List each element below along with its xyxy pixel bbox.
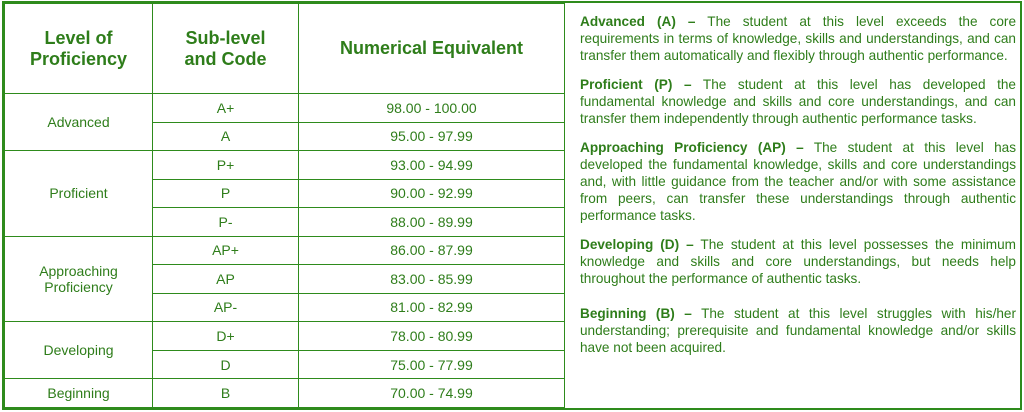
level-name-line: Advanced: [47, 114, 110, 131]
header-line: Numerical Equivalent: [339, 38, 524, 58]
description-text: The student at this level has developed the fundamental knowledge, skills and core understandings and, with little guidance from the teacher and/or with some assistance from peers, can transfer these understandings through authentic performance tasks.: [580, 140, 1016, 223]
table-header-row: [5, 4, 565, 94]
sub-level-code: P-: [153, 208, 299, 237]
numerical-range: 75.00 - 77.99: [299, 350, 565, 379]
description-term: Beginning (B) –: [580, 306, 692, 321]
sub-level-code: A: [153, 122, 299, 151]
level-name-line: Proficient: [49, 185, 108, 202]
header-sub-level-and-code: [153, 4, 299, 94]
table-row: [5, 322, 565, 351]
numerical-range: 70.00 - 74.99: [299, 379, 565, 408]
header-line: and Code: [184, 48, 267, 69]
description-text: The student at this level exceeds the core requirements in terms of knowledge, skills and understandings, and can transfer them automatically and flexibly through authentic performance.: [580, 14, 1017, 63]
description-paragraph: [580, 76, 1016, 127]
description-text: The student at this level has developed the fundamental knowledge and skills and core understandings, and can transfer them independently through authentic performance tasks.: [580, 77, 1016, 126]
description-paragraph: [580, 236, 1016, 287]
description-term: Approaching Proficiency (AP) –: [580, 140, 804, 155]
numerical-range: 81.00 - 82.99: [299, 293, 565, 322]
level-cell: [5, 94, 153, 151]
numerical-range: 98.00 - 100.00: [299, 94, 565, 123]
numerical-range: 90.00 - 92.99: [299, 179, 565, 208]
level-cell: [5, 322, 153, 379]
description-text: The student at this level possesses the minimum knowledge and skills and core understandings, but needs help throughout the performance of authentic tasks.: [580, 237, 1017, 286]
numerical-range: 86.00 - 87.99: [299, 236, 565, 265]
table-row: [5, 379, 565, 408]
description-term: Developing (D) –: [580, 237, 694, 252]
numerical-range: 78.00 - 80.99: [299, 322, 565, 351]
sub-level-code: D+: [153, 322, 299, 351]
header-line: Sub-level: [185, 27, 266, 48]
proficiency-descriptions: [580, 13, 1016, 368]
header-level-of-proficiency: [5, 4, 153, 94]
sub-level-code: P: [153, 179, 299, 208]
sub-level-code: P+: [153, 151, 299, 180]
level-cell: [5, 236, 153, 322]
grading-table-body: [5, 94, 565, 408]
description-paragraph: [580, 139, 1016, 224]
level-cell: [5, 151, 153, 237]
sub-level-code: AP-: [153, 293, 299, 322]
level-cell: [5, 379, 153, 408]
sub-level-code: D: [153, 350, 299, 379]
level-name-line: Proficiency: [44, 278, 113, 295]
header-line: Proficiency: [29, 48, 128, 69]
level-name-line: Developing: [43, 342, 114, 359]
grading-table: [4, 3, 565, 408]
numerical-range: 83.00 - 85.99: [299, 265, 565, 294]
sub-level-code: A+: [153, 94, 299, 123]
description-paragraph: [580, 13, 1016, 64]
description-text: The student at this level struggles with his/her understanding; prerequisite and fundamental knowledge and/or skills have not been acquired.: [580, 306, 1016, 355]
sub-level-code: B: [153, 379, 299, 408]
numerical-range: 88.00 - 89.99: [299, 208, 565, 237]
header-line: Level of: [44, 27, 113, 48]
numerical-range: 95.00 - 97.99: [299, 122, 565, 151]
level-name-line: Beginning: [47, 385, 110, 402]
description-paragraph: [580, 305, 1016, 356]
sub-level-code: AP+: [153, 236, 299, 265]
table-row: [5, 94, 565, 123]
table-row: [5, 236, 565, 265]
numerical-range: 93.00 - 94.99: [299, 151, 565, 180]
grading-scale-panel: [2, 1, 1022, 410]
sub-level-code: AP: [153, 265, 299, 294]
level-name-line: Approaching: [39, 262, 118, 279]
description-term: Proficient (P) –: [580, 77, 692, 92]
header-numerical-equivalent: [299, 4, 565, 94]
description-term: Advanced (A) –: [580, 14, 696, 29]
table-row: [5, 151, 565, 180]
